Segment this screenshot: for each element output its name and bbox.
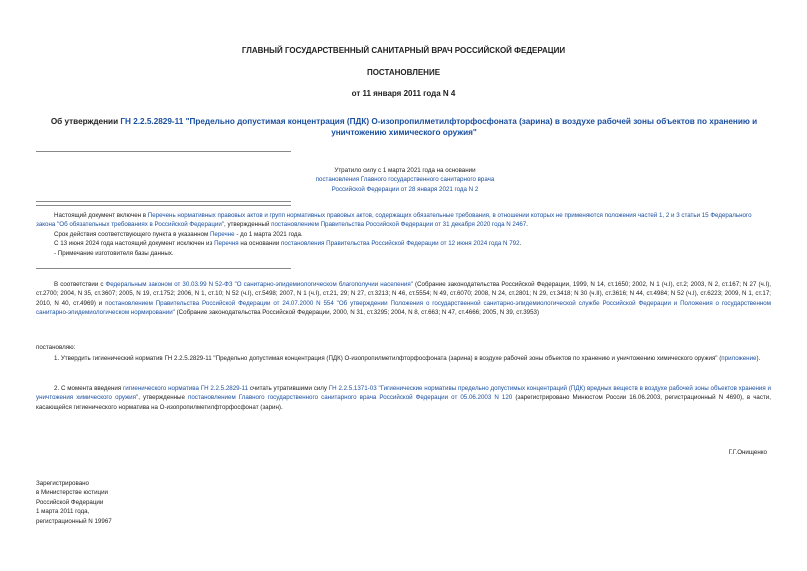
- preamble: [36, 280, 771, 318]
- list-link[interactable]: Перечня: [214, 240, 239, 248]
- editorial-paragraph: [36, 230, 771, 239]
- item-paragraph: [36, 384, 771, 412]
- text-span: , утвержденный: [224, 221, 272, 229]
- text-span: .: [526, 221, 528, 229]
- repeal-note-line: Утратило силу с 1 марта 2021 года на основании: [334, 167, 476, 174]
- federal-law-52-fz-link[interactable]: Федеральным законом от 30.03.99 N 52-ФЗ "О санитарно-эпидемиологическом благополучии населения": [105, 281, 413, 288]
- divider: [36, 268, 291, 269]
- text-span: (зарегистрировано Минюстом России 16.06.2003, регистрационный N 4690), в части, касающейся гигиенического норматива на О-изопропилметилфторфосфонат (зарин).: [36, 394, 771, 411]
- repeal-link-date[interactable]: Российской Федерации от 28 января 2021 года N 2: [331, 185, 479, 193]
- signature: Г.Г.Онищенко: [728, 449, 767, 456]
- divider: [36, 205, 291, 206]
- title-link[interactable]: ГН 2.2.5.2829-11 "Предельно допустимая концентрация (ПДК) О-изопропилметилфторфосфоната (зарина) в воздухе рабочей зоны объектов по хранению и уничтожению химического оружия": [120, 117, 758, 137]
- item-paragraph: [36, 354, 771, 363]
- text-span: 1. Утвердить гигиенический норматив ГН 2.2.5.2829-11 "Предельно допустимая концентрация (ПДК) О-изопропилметилфторфосфоната (зарина) в воздухе рабочей зоны объектов по хранению и уничтожению химического оружия" (: [54, 355, 722, 362]
- text-span: .: [519, 240, 522, 248]
- editorial-paragraph: [36, 211, 771, 230]
- resolve-word: постановляю:: [36, 344, 76, 351]
- document-type: ПОСТАНОВЛЕНИЕ: [366, 68, 441, 77]
- government-resolution-2467-link[interactable]: постановлением Правительства Российской Федерации от 31 декабря 2020 года N 2467: [271, 221, 527, 229]
- government-resolution-554-link[interactable]: постановлением Правительства Российской Федерации от 24.07.2000 N 554 "Об утверждении Положения о государственной санитарно-эпидемиологической службе Российской Федерации и Положения о государственном санитарно-эпидемиологическом нормировании": [36, 299, 771, 317]
- registration-block: [36, 479, 112, 526]
- list-link[interactable]: Перечне: [209, 230, 235, 238]
- text-span: В соответствии с: [54, 281, 106, 288]
- resolution-120-link[interactable]: постановлением Главного государственного санитарного врача Российской Федерации от 05.06.2003 N 120: [187, 394, 513, 402]
- registration-line: 1 марта 2011 года,: [36, 508, 90, 516]
- issuer-heading: ГЛАВНЫЙ ГОСУДАРСТВЕННЫЙ САНИТАРНЫЙ ВРАЧ РОССИЙСКОЙ ФЕДЕРАЦИИ: [241, 46, 566, 55]
- item-2: [36, 384, 771, 412]
- text-span: (Собрание законодательства Российской Федерации, 1999, N 14, ст.1650; 2002, N 1 (ч.I), ст.2; 2003, N 2, ст.167; N 27 (ч.I), ст.2700; 2004, N 35, ст.3607; 2005, N 19, ст.1752; 2006, N 1, ст.10; N 52 (ч.I), ст.5498; 2007, N 1 (ч.I), ст.21, 29; N 27, ст.3213; N 46, ст.5554; N 49, ст.6070; 2008, N 24, ст.2801; N 29, ст.3418; N 30 (ч.II), ст.3616; N 44, ст.4984; N 52 (ч.I), ст.6223; 2009, N 1, ст.17; 2010, N 40, ст.4969) и: [36, 281, 771, 307]
- text-span: С 13 июня 2024 года настоящий документ исключен из: [54, 240, 215, 248]
- text-span: Настоящий документ включен в: [54, 212, 148, 219]
- hygienic-standard-link[interactable]: гигиенического норматива ГН 2.2.5.2829-11: [123, 385, 249, 392]
- divider: [36, 151, 291, 152]
- text-span: Срок действия соответствующего пункта в указанном: [54, 230, 210, 238]
- text-span: считать утратившими силу: [248, 385, 329, 392]
- text-span: 2. С момента введения: [54, 385, 123, 392]
- exclusion-list-link[interactable]: Перечень нормативных правовых актов и групп нормативных правовых актов, содержащих обязательные требования, в отношении которых не применяются положения частей 1, 2 и 3 статьи 15 Федерального закона "Об обязательных требованиях в Российской Федерации": [36, 212, 752, 229]
- preamble-paragraph: [36, 280, 771, 318]
- registration-line: Зарегистрировано: [36, 480, 89, 487]
- document-date-number: от 11 января 2011 года N 4: [351, 89, 456, 98]
- editorial-paragraph: [36, 239, 771, 248]
- document-title: [48, 116, 760, 138]
- gn-1371-03-link[interactable]: ГН 2.2.5.1371-03 "Гигиенические нормативы предельно допустимых концентраций (ПДК) вредных веществ в воздухе рабочей зоны объектов хранения и уничтожения химического оружия": [36, 385, 772, 402]
- divider: [36, 201, 291, 202]
- repeal-note: [305, 166, 505, 194]
- editor-remark: - Примечание изготовителя базы данных.: [54, 249, 174, 257]
- text-span: на основании: [238, 240, 282, 248]
- registration-line: в Министерстве юстиции: [36, 489, 109, 497]
- text-span: ).: [756, 355, 761, 362]
- text-span: , утвержденные: [138, 394, 188, 402]
- title-prefix: Об утверждении: [50, 117, 121, 126]
- text-span: - до 1 марта 2021 года.: [234, 230, 303, 238]
- editorial-note: [36, 211, 771, 258]
- government-resolution-792-link[interactable]: постановления Правительства Российской Федерации от 12 июня 2024 года N 792: [281, 240, 520, 248]
- registration-line: регистрационный N 19967: [36, 517, 112, 525]
- repeal-link-resolution[interactable]: постановления Главного государственного санитарного врача: [315, 176, 495, 184]
- appendix-link[interactable]: приложение: [721, 355, 757, 362]
- text-span: (Собрание законодательства Российской Федерации, 2000, N 31, ст.3295; 2004, N 8, ст.663; N 47, ст.4666; 2005, N 39, ст.3953): [174, 309, 540, 317]
- item-1: [36, 354, 771, 363]
- registration-line: Российской Федерации: [36, 498, 104, 506]
